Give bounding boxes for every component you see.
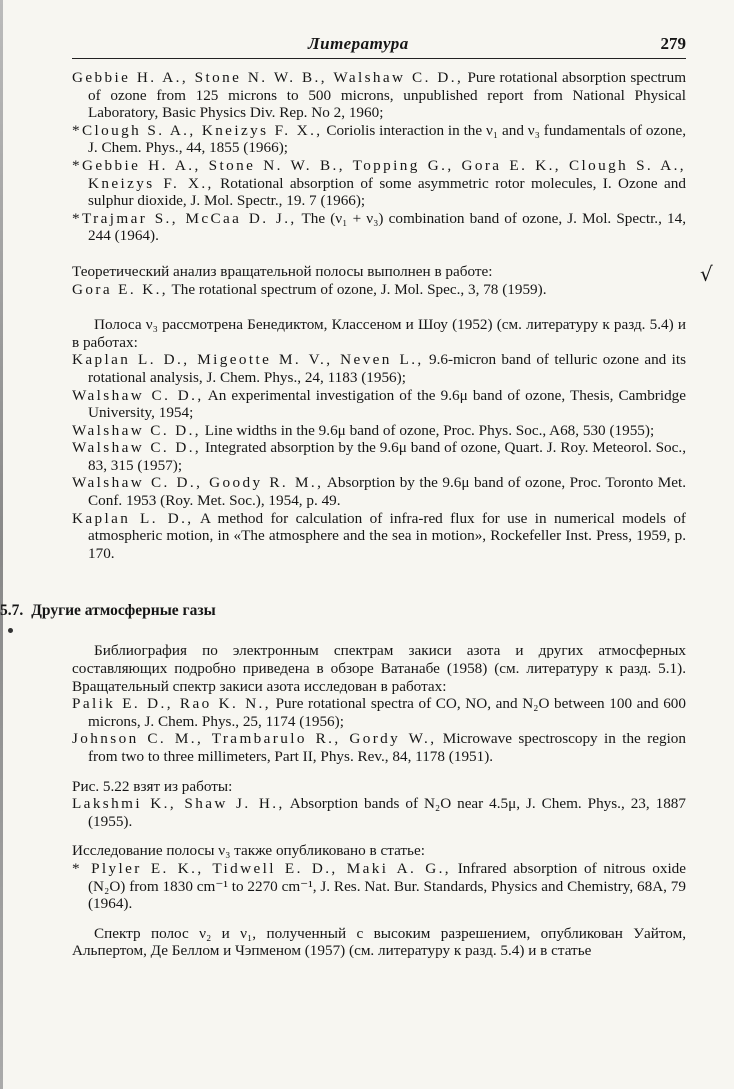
- page-number: 279: [660, 34, 686, 53]
- header-rule: [72, 58, 686, 59]
- paragraph-bibliography: Библиография по электронным спектрам закиси азота и других атмосферных составляющих подробно приведена в обзоре Ватанабе (1958) (см. литературу к разд. 5.1). Вращательный спектр закиси азота исследован в работах:: [72, 642, 686, 695]
- reference-list-figure: [72, 795, 686, 830]
- reference-entry: Walshaw C. D., An experimental investigation of the 9.6μ band of ozone, Thesis, Cambridge University, 1954;: [72, 386, 686, 422]
- margin-check-mark: √: [700, 262, 713, 286]
- page-edge-shadow: [0, 0, 3, 1089]
- reference-entry: Kaplan L. D., A method for calculation of infra-red flux for use in numerical models of atmospheric motion, in «The atmosphere and the sea in motion», Rockefeller Inst. Press, 1959, p. 170.: [72, 509, 686, 562]
- reference-entry: Lakshmi K., Shaw J. H., Absorption bands of N₂O near 4.5μ, J. Chem. Phys., 23, 1887 (1955).: [72, 795, 686, 830]
- paragraph-theory: Теоретический анализ вращательной полосы выполнен в работе:: [72, 262, 493, 280]
- reference-entry: Palik E. D., Rao K. N., Pure rotational spectra of CO, NO, and N₂O between 100 and 600 microns, J. Chem. Phys., 25, 1174 (1956);: [72, 695, 686, 730]
- reference-entry: *Trajmar S., McCaa D. J., The (ν₁ + ν₃) combination band of ozone, J. Mol. Spectr., 14, 244 (1964).: [72, 209, 686, 245]
- running-header: [72, 30, 686, 56]
- margin-dot: [8, 628, 13, 633]
- reference-entry: *Gebbie H. A., Stone N. W. B., Topping G., Gora E. K., Clough S. A., Kneizys F. X., Rotational absorption of some asymmetric rotor molecules, I. Ozone and sulphur dioxide, J. Mol. Spectr., 19. 7 (1966);: [72, 156, 686, 210]
- reference-entry: Kaplan L. D., Migeotte M. V., Neven L., 9.6-micron band of telluric ozone and its rotational analysis, J. Chem. Phys., 24, 1183 (1956);: [72, 351, 686, 386]
- reference-entry: Gora E. K., The rotational spectrum of ozone, J. Mol. Spec., 3, 78 (1959).: [72, 280, 547, 298]
- reference-entry: Walshaw C. D., Line widths in the 9.6μ band of ozone, Proc. Phys. Soc., A68, 530 (1955);: [72, 421, 655, 439]
- page-body: [0, 30, 687, 960]
- reference-list-n2o-rotational: [72, 695, 686, 765]
- paragraph-nu3-band: Полоса ν₃ рассмотрена Бенедиктом, Классеном и Шоу (1952) (см. литературу к разд. 5.4) и в работах:: [72, 316, 686, 351]
- reference-entry: Gebbie H. A., Stone N. W. B., Walshaw C. D., Pure rotational absorption spectrum of ozone from 125 microns to 500 microns, unpublished report from National Physical Laboratory, Basic Physics Div. Rep. No 2, 1960;: [72, 69, 687, 122]
- reference-list-n2o-infrared: [72, 860, 686, 913]
- reference-entry: Walshaw C. D., Goody R. M., Absorption by the 9.6μ band of ozone, Proc. Toronto Met. Conf. 1953 (Roy. Met. Soc.), 1954, p. 49.: [72, 474, 686, 510]
- reference-entry: Walshaw C. D., Integrated absorption by the 9.6μ band of ozone, Quart. J. Roy. Meteorol. Soc., 83, 315 (1957);: [72, 439, 686, 474]
- paragraph-nu3-study: Исследование полосы ν₃ также опубликовано в статье:: [72, 842, 425, 860]
- reference-entry: *Clough S. A., Kneizys F. X., Coriolis interaction in the ν₁ and ν₃ fundamentals of ozone, J. Chem. Phys., 44, 1855 (1966);: [72, 121, 686, 157]
- reference-list-nu3: [72, 351, 686, 562]
- running-title: Литература: [308, 34, 409, 53]
- reference-entry: Johnson C. M., Trambarulo R., Gordy W., Microwave spectroscopy in the region from two to three millimeters, Part II, Phys. Rev., 84, 1178 (1951).: [72, 730, 686, 765]
- paragraph-high-resolution: Спектр полос ν₂ и ν₁, полученный с высоким разрешением, опубликован Уайтом, Альпертом, Де Беллом и Чэпменом (1957) (см. литературу к разд. 5.4) и в статье: [72, 924, 686, 960]
- section-heading: 5.7. Другие атмосферные газы: [0, 602, 216, 620]
- reference-list-ozone-rotational: [72, 69, 686, 245]
- reference-entry: * Plyler E. K., Tidwell E. D., Maki A. G., Infrared absorption of nitrous oxide (N₂O) from 1830 cm⁻¹ to 2270 cm⁻¹, J. Res. Nat. Bur. Standards, Physics and Chemistry, 68A, 79 (1964).: [72, 859, 686, 913]
- paragraph-figure-source: Рис. 5.22 взят из работы:: [72, 777, 233, 795]
